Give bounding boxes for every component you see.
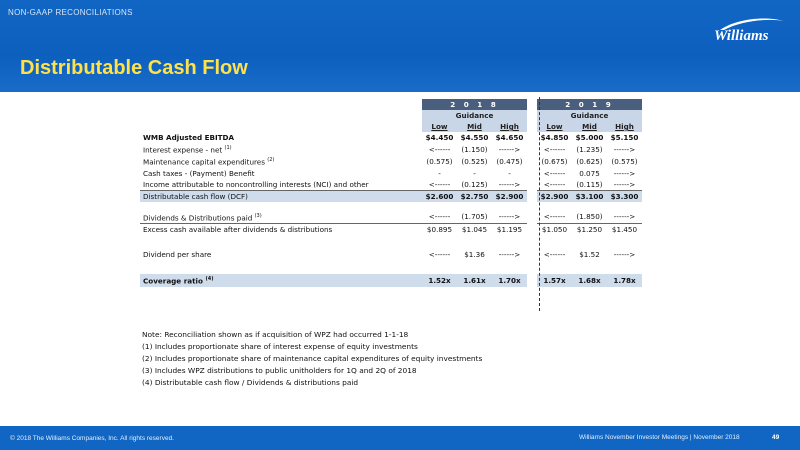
cell: ------>	[498, 144, 521, 154]
cell: $5.150	[610, 133, 639, 142]
row-label-taxes: Cash taxes - (Payment) Benefit	[143, 168, 255, 178]
cell: (0.675)	[541, 157, 568, 167]
cell: (1.150)	[461, 144, 488, 154]
cell: $5.000	[575, 133, 604, 142]
cell: (0.525)	[461, 157, 488, 167]
table-row	[140, 155, 642, 167]
footer-meta: Williams November Investor Meetings | November 2018	[579, 434, 740, 441]
cell: <------	[428, 212, 451, 222]
header-band	[0, 0, 800, 92]
guidance-header-2018: Guidance	[422, 110, 527, 121]
cell: $4.850	[540, 133, 569, 142]
year-header-2018: 2 0 1 8	[422, 99, 527, 110]
cell: $0.895	[422, 224, 457, 236]
cell: 1.78x	[607, 274, 642, 286]
cell: (1.850)	[576, 212, 603, 222]
col-low-2019: Low	[537, 121, 572, 132]
row-label-ebitda: WMB Adjusted EBITDA	[143, 133, 235, 142]
note-line: (2) Includes proportionate share of maintenance capital expenditures of equity investments	[142, 354, 483, 363]
cell: $1.045	[457, 224, 492, 236]
cell: 1.70x	[492, 274, 527, 286]
cell: ------>	[613, 212, 636, 222]
cell: $1.450	[607, 224, 642, 236]
col-high-2018: High	[492, 121, 527, 132]
year-header-2019: 2 0 1 9	[537, 99, 642, 110]
cell: <------	[543, 179, 566, 189]
cell: 1.61x	[457, 274, 492, 286]
cell: $2.600	[422, 190, 457, 202]
cell: <------	[428, 179, 451, 189]
col-low-2018: Low	[422, 121, 457, 132]
cell: $2.900	[492, 190, 527, 202]
footer-band	[0, 426, 800, 450]
cell: ------>	[498, 212, 521, 222]
cell: (0.625)	[576, 157, 603, 167]
cell: 1.68x	[572, 274, 607, 286]
cell: ------>	[613, 144, 636, 154]
col-mid-2018: Mid	[457, 121, 492, 132]
cell: $3.100	[572, 190, 607, 202]
cell: <------	[428, 144, 451, 154]
cell: $1.36	[464, 250, 485, 260]
cell: <------	[543, 144, 566, 154]
cell: ------>	[498, 179, 521, 189]
cell: $1.195	[492, 224, 527, 236]
cell: $2.750	[457, 190, 492, 202]
footnotes	[142, 329, 482, 389]
williams-logo-icon	[712, 16, 788, 42]
cell: 1.57x	[537, 274, 572, 286]
dcf-reconciliation-table	[140, 99, 642, 287]
page-number: 49	[772, 434, 780, 441]
cell: 0.075	[579, 168, 600, 178]
row-label-coverage: Coverage ratio $^{(4)}$	[140, 274, 422, 286]
cell: ------>	[613, 179, 636, 189]
note-line: (4) Distributable cash flow / Dividends & distributions paid	[142, 378, 359, 387]
note-line: Note: Reconciliation shown as if acquisition of WPZ had occurred 1-1-18	[142, 330, 409, 339]
cell: $4.450	[425, 133, 454, 142]
cell: $1.050	[537, 224, 572, 236]
table-row	[140, 179, 642, 191]
section-label: NON-GAAP RECONCILIATIONS	[8, 8, 133, 17]
cell: -	[508, 168, 511, 178]
cell: $4.650	[495, 133, 524, 142]
cell: (1.705)	[461, 212, 488, 222]
table-row-dcf	[140, 190, 642, 202]
cell: (0.575)	[426, 157, 453, 167]
table-row	[140, 132, 642, 143]
row-label-dps: Dividend per share	[143, 250, 212, 260]
cell: (0.125)	[461, 179, 488, 189]
cell: $2.900	[537, 190, 572, 202]
cell: (0.575)	[611, 157, 638, 167]
cell: ------>	[613, 250, 636, 260]
cell: <------	[543, 250, 566, 260]
cell: ------>	[498, 250, 521, 260]
row-label-excess: Excess cash available after dividends & distributions	[140, 224, 422, 236]
col-mid-2019: Mid	[572, 121, 607, 132]
cell: $1.250	[572, 224, 607, 236]
row-label-interest: Interest expense - net $^{(1)}$	[143, 145, 232, 155]
cell: 1.52x	[422, 274, 457, 286]
copyright-text: © 2018 The Williams Companies, Inc. All rights reserved.	[10, 435, 174, 442]
cell: (0.475)	[496, 157, 523, 167]
cell: <------	[543, 168, 566, 178]
cell: -	[473, 168, 476, 178]
cell: <------	[428, 250, 451, 260]
table-row	[140, 143, 642, 155]
cell: ------>	[613, 168, 636, 178]
note-line: (3) Includes WPZ distributions to public unitholders for 1Q and 2Q of 2018	[142, 366, 417, 375]
row-label-dcf: Distributable cash flow (DCF)	[140, 190, 422, 202]
cell: $3.300	[607, 190, 642, 202]
cell: $4.550	[460, 133, 489, 142]
row-label-capex: Maintenance capital expenditures $^{(2)}$	[143, 157, 275, 167]
guidance-header-2019: Guidance	[537, 110, 642, 121]
table-row	[140, 224, 642, 236]
logo-wordmark: Williams	[714, 28, 769, 42]
row-label-nci: Income attributable to noncontrolling interests (NCI) and other	[143, 179, 369, 189]
table-row	[140, 168, 642, 179]
note-line: (1) Includes proportionate share of interest expense of equity investments	[142, 342, 418, 351]
table-row	[140, 249, 642, 260]
table-row-coverage	[140, 274, 642, 286]
cell: (1.235)	[576, 144, 603, 154]
cell: <------	[543, 212, 566, 222]
col-high-2019: High	[607, 121, 642, 132]
year-separator-line	[539, 97, 540, 311]
table-row	[140, 211, 642, 224]
page-title: Distributable Cash Flow	[20, 57, 248, 79]
row-label-dividends: Dividends & Distributions paid $^{(3)}$	[143, 212, 262, 223]
cell: (0.115)	[576, 179, 603, 189]
cell: -	[438, 168, 441, 178]
cell: $1.52	[579, 250, 600, 260]
